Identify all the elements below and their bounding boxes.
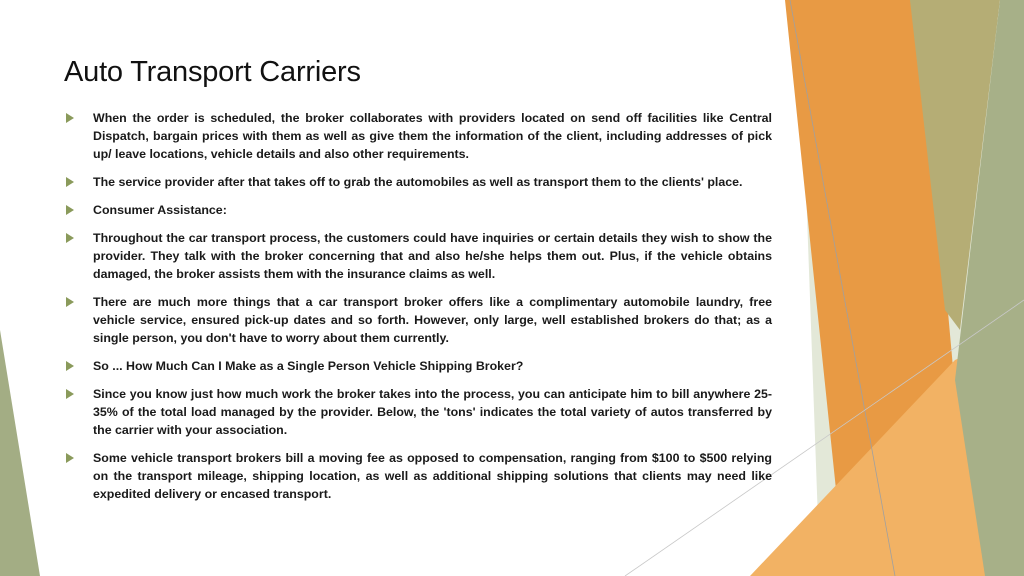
- left-olive-shape: [0, 330, 40, 576]
- bullet-list: [64, 109, 772, 513]
- triangle-right-icon: [66, 453, 74, 463]
- triangle-right-icon: [66, 113, 74, 123]
- bullet-item: [64, 385, 772, 439]
- bullet-text: The service provider after that takes off to grab the automobiles as well as transport them to the clients' place.: [93, 175, 743, 189]
- bullet-text: When the order is scheduled, the broker collaborates with providers located on send off facilities like Central Dispatch, bargain prices with them as well as give them the information of the client, including addresses of pick up/ leave locations, vehicle details and also other requirements.: [93, 111, 772, 161]
- triangle-right-icon: [66, 389, 74, 399]
- bullet-text: Some vehicle transport brokers bill a moving fee as opposed to compensation, ranging from $100 to $500 relying on the transport mileage, shipping location, as well as additional shipping solutions that clients may need like expedited delivery or encased transport.: [93, 451, 772, 501]
- triangle-right-icon: [66, 177, 74, 187]
- triangle-right-icon: [66, 233, 74, 243]
- triangle-right-icon: [66, 297, 74, 307]
- bullet-item: [64, 293, 772, 347]
- bullet-text: Consumer Assistance:: [93, 203, 227, 217]
- bullet-item: [64, 229, 772, 283]
- bullet-item: [64, 357, 772, 375]
- bullet-item: [64, 449, 772, 503]
- triangle-right-icon: [66, 361, 74, 371]
- bullet-text: There are much more things that a car transport broker offers like a complimentary automobile laundry, free vehicle service, ensured pick-up dates and so forth. However, only large, well established brokers do that; as a single person, you don't have to worry about them currently.: [93, 295, 772, 345]
- bullet-item: [64, 109, 772, 163]
- triangle-right-icon: [66, 205, 74, 215]
- slide-title: Auto Transport Carriers: [64, 56, 361, 88]
- bullet-item: [64, 201, 772, 219]
- bullet-text: So ... How Much Can I Make as a Single Person Vehicle Shipping Broker?: [93, 359, 524, 373]
- bullet-text: Since you know just how much work the broker takes into the process, you can anticipate him to bill anywhere 25-35% of the total load managed by the provider. Below, the 'tons' indicates the total variety of autos transferred by the carrier with your association.: [93, 387, 772, 437]
- bullet-item: [64, 173, 772, 191]
- bullet-text: Throughout the car transport process, the customers could have inquiries or certain details they wish to show the provider. They talk with the broker concerning that and also he/she helps them out. Plus, if the vehicle obtains damaged, the broker assists them with the insurance claims as well.: [93, 231, 772, 281]
